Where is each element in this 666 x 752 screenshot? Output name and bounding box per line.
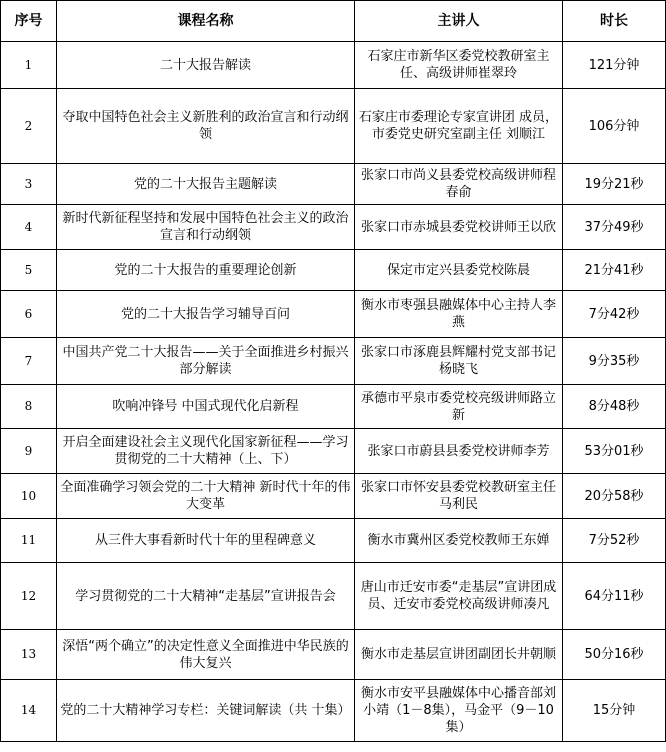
table-row [1,42,666,89]
row-speaker: 保定市定兴县委党校陈晨 [355,250,563,291]
row-course: 中国共产党二十大报告——关于全面推进乡村振兴部分解读 [57,338,355,385]
table-row [1,474,666,519]
row-duration: 7分52秒 [563,519,666,563]
row-course: 党的二十大精神学习专栏：关键词解读（共 十集） [57,680,355,742]
row-course: 新时代新征程坚持和发展中国特色社会主义的政治宣言和行动纲领 [57,205,355,250]
row-index: 13 [1,630,57,680]
row-speaker: 衡水市安平县融媒体中心播音部刘小靖（1－8集），马金平（9－10集） [355,680,563,742]
row-duration: 64分11秒 [563,563,666,630]
row-speaker: 承德市平泉市委党校亮级讲师路立新 [355,385,563,429]
row-course: 党的二十大报告的重要理论创新 [57,250,355,291]
row-duration: 7分42秒 [563,291,666,338]
row-index: 5 [1,250,57,291]
row-duration: 50分16秒 [563,630,666,680]
table-row [1,205,666,250]
row-speaker: 张家口市赤城县委党校讲师王以欣 [355,205,563,250]
row-speaker: 石家庄市委理论专家宣讲团 成员，市委党史研究室副主任 刘顺江 [355,89,563,164]
table-row [1,89,666,164]
row-speaker: 张家口市涿鹿县辉耀村党支部书记杨晓飞 [355,338,563,385]
table-row [1,385,666,429]
row-duration: 121分钟 [563,42,666,89]
row-index: 3 [1,164,57,205]
row-course: 党的二十大报告主题解读 [57,164,355,205]
table-row [1,338,666,385]
row-duration: 15分钟 [563,680,666,742]
table-row [1,680,666,742]
row-index: 2 [1,89,57,164]
header-speaker: 主讲人 [355,1,563,42]
row-index: 8 [1,385,57,429]
row-duration: 19分21秒 [563,164,666,205]
row-speaker: 张家口市蔚县县委党校讲师李芳 [355,429,563,474]
header-course: 课程名称 [57,1,355,42]
table-row [1,630,666,680]
row-course: 二十大报告解读 [57,42,355,89]
row-speaker: 张家口市怀安县委党校教研室主任马利民 [355,474,563,519]
table-row [1,563,666,630]
row-index: 7 [1,338,57,385]
row-duration: 53分01秒 [563,429,666,474]
row-course: 从三件大事看新时代十年的里程碑意义 [57,519,355,563]
row-index: 12 [1,563,57,630]
row-duration: 106分钟 [563,89,666,164]
table-row [1,250,666,291]
row-speaker: 衡水市冀州区委党校教师王东婵 [355,519,563,563]
row-duration: 21分41秒 [563,250,666,291]
row-duration: 8分48秒 [563,385,666,429]
row-index: 1 [1,42,57,89]
row-speaker: 石家庄市新华区委党校教研室主任、高级讲师崔翠玲 [355,42,563,89]
table-row [1,519,666,563]
header-row [1,1,666,42]
table-row [1,429,666,474]
row-speaker: 张家口市尚义县委党校高级讲师程春俞 [355,164,563,205]
row-course: 深悟“两个确立”的决定性意义全面推进中华民族的伟大复兴 [57,630,355,680]
row-duration: 9分35秒 [563,338,666,385]
header-duration: 时长 [563,1,666,42]
row-speaker: 衡水市走基层宣讲团副团长井朝顺 [355,630,563,680]
row-index: 9 [1,429,57,474]
row-index: 14 [1,680,57,742]
row-index: 10 [1,474,57,519]
row-course: 全面准确学习领会党的二十大精神 新时代十年的伟大变革 [57,474,355,519]
header-index: 序号 [1,1,57,42]
row-index: 6 [1,291,57,338]
row-duration: 20分58秒 [563,474,666,519]
row-speaker: 唐山市迁安市委“走基层”宣讲团成员、迁安市委党校高级讲师凑凡 [355,563,563,630]
row-index: 11 [1,519,57,563]
row-index: 4 [1,205,57,250]
row-course: 夺取中国特色社会主义新胜利的政治宣言和行动纲领 [57,89,355,164]
row-course: 吹响冲锋号 中国式现代化启新程 [57,385,355,429]
row-course: 开启全面建设社会主义现代化国家新征程——学习贯彻党的二十大精神（上、下） [57,429,355,474]
table-row [1,164,666,205]
table-row [1,291,666,338]
row-speaker: 衡水市枣强县融媒体中心主持人李燕 [355,291,563,338]
row-course: 学习贯彻党的二十大精神“走基层”宣讲报告会 [57,563,355,630]
row-duration: 37分49秒 [563,205,666,250]
row-course: 党的二十大报告学习辅导百问 [57,291,355,338]
